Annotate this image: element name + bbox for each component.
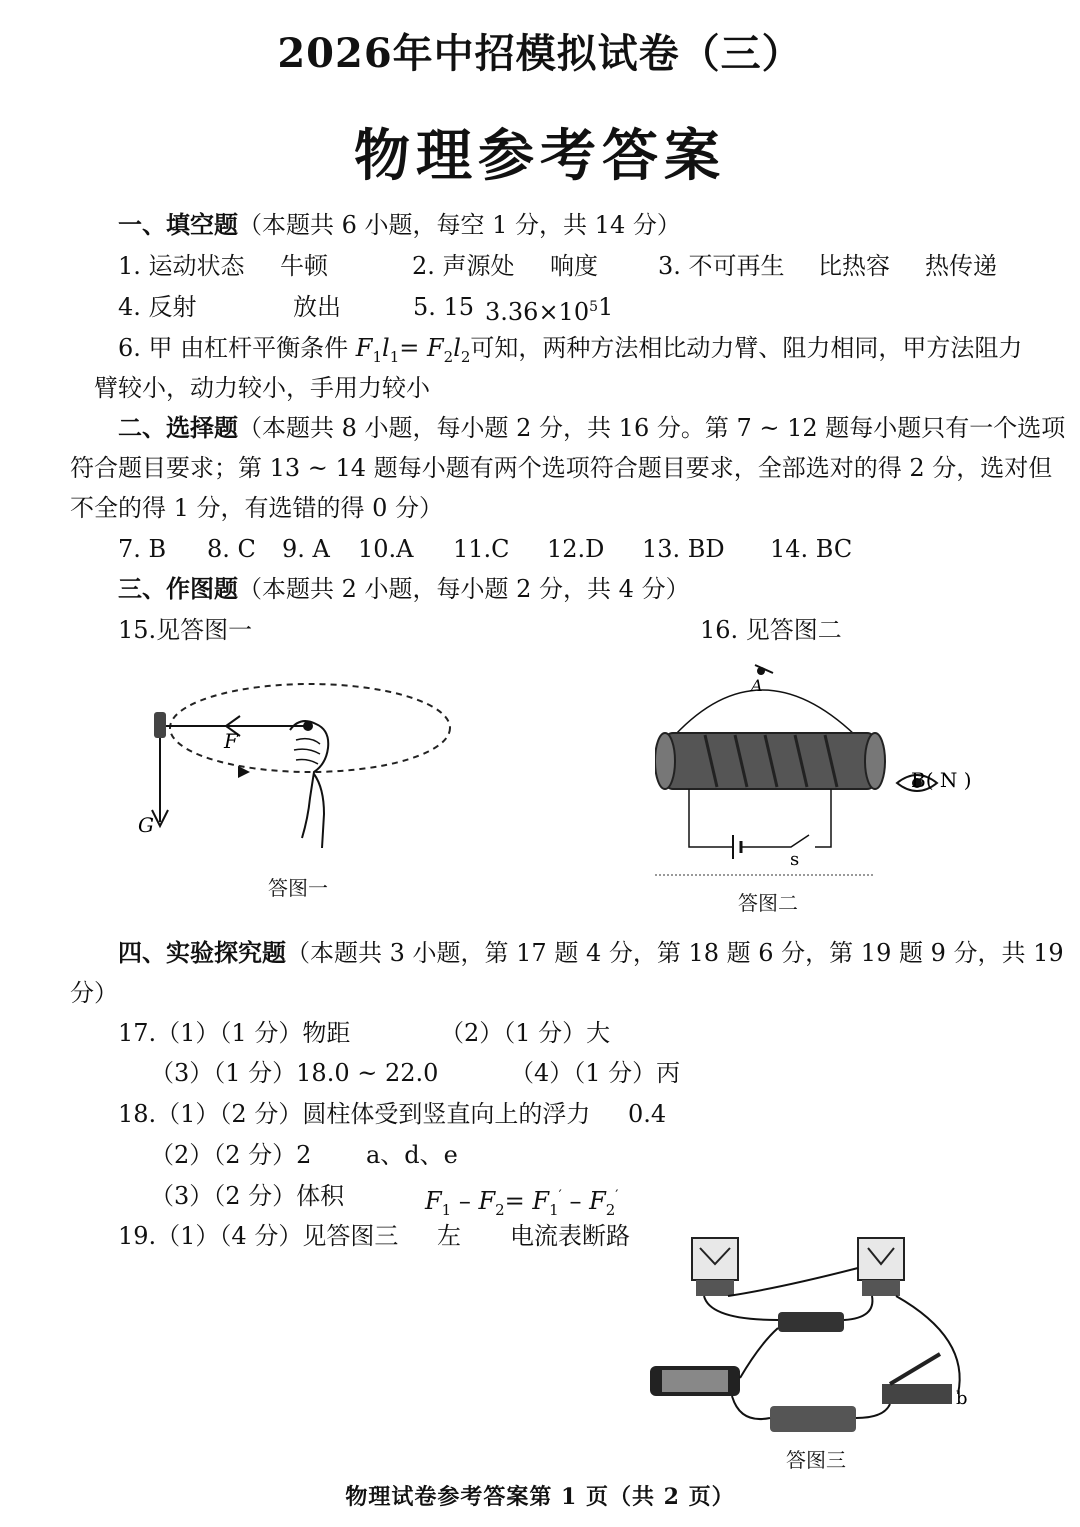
answer-q5-exponent: 5 <box>589 299 599 315</box>
hand-outline <box>290 721 328 848</box>
choice-answer: 13. BD <box>642 535 725 563</box>
answer-q4: 4. 反射 <box>118 293 197 321</box>
label-b-n: B( N ) <box>911 768 972 792</box>
choice-answer: 8. C <box>207 535 256 563</box>
battery-box <box>770 1406 856 1432</box>
answer-q17-1: 17.（1）（1 分）物距 <box>118 1019 351 1047</box>
answer-q5c: 1 <box>598 293 614 321</box>
section4-note1: （本题共 3 小题，第 17 题 4 分，第 18 题 6 分，第 19 题 9 分，共 19 <box>286 939 1064 967</box>
finger-lines <box>294 739 320 764</box>
hand-grip-point <box>303 721 313 731</box>
answer-q1: 1. 运动状态 <box>118 252 245 280</box>
answer-q15: 15.见答图一 <box>118 616 253 644</box>
section3-heading-line <box>118 574 690 604</box>
answer-q19-1: 19.（1）（4 分）见答图三 <box>118 1222 399 1250</box>
section3-heading: 三、作图题 <box>118 575 238 603</box>
section2-note2: 符合题目要求；第 13 ~ 14 题每小题有两个选项符合题目要求，全部选对的得 2 分，选对但 <box>70 454 1053 482</box>
section3-note: （本题共 2 小题，每小题 2 分，共 4 分） <box>238 575 690 603</box>
section2-note3: 不全的得 1 分，有选错的得 0 分） <box>70 494 444 522</box>
section4-heading-line <box>118 938 1064 968</box>
figure-2-caption: 答图二 <box>738 891 798 915</box>
solenoid-end-left <box>655 733 675 789</box>
choice-answer: 11.C <box>453 535 510 563</box>
answer-q17-3: （3）（1 分）18.0 ~ 22.0 <box>150 1059 439 1087</box>
answer-q18-1b: 0.4 <box>628 1100 667 1128</box>
section1-note: （本题共 6 小题，每空 1 分，共 14 分） <box>238 211 681 239</box>
ammeter-base <box>862 1280 900 1296</box>
voltmeter <box>692 1238 738 1280</box>
figure-3-circuit <box>640 1228 980 1438</box>
label-f: F <box>224 729 238 753</box>
section1-heading: 一、填空题 <box>118 211 238 239</box>
lever-formula: $F_1l_1= F_2l_2$ <box>355 334 471 366</box>
rheostat-coil <box>662 1370 728 1392</box>
voltmeter-base <box>696 1280 734 1296</box>
choice-answer: 7. B <box>118 535 167 563</box>
resistor <box>778 1312 844 1332</box>
answer-q19-1b: 左 <box>437 1222 461 1250</box>
answer-q16: 16. 见答图二 <box>700 616 842 644</box>
figure-1-caption: 答图一 <box>268 876 328 900</box>
answer-q6b: 可知，两种方法相比动力臂、阻力相同，甲方法阻力 <box>470 334 1023 362</box>
section4-heading: 四、实验探究题 <box>118 939 286 967</box>
answer-q6c: 臂较小，动力较小，手用力较小 <box>94 374 430 402</box>
figure-1-diagram <box>120 670 480 850</box>
answer-q2: 2. 声源处 <box>412 252 515 280</box>
answer-q18-1: 18.（1）（2 分）圆柱体受到竖直向上的浮力 <box>118 1100 591 1128</box>
answer-q19-1c: 电流表断路 <box>510 1222 630 1250</box>
answer-q4b: 放出 <box>293 293 341 321</box>
label-a: A <box>751 676 763 695</box>
section2-heading-line <box>118 413 1065 443</box>
switch-wire <box>741 835 809 847</box>
answer-q2b: 响度 <box>550 252 598 280</box>
answer-q5: 5. 15 <box>413 293 475 321</box>
field-line <box>675 690 855 735</box>
wire-right <box>815 789 831 847</box>
choice-answer: 14. BC <box>770 535 853 563</box>
page-footer: 物理试卷参考答案第 1 页（共 2 页） <box>345 1484 735 1510</box>
answer-q17-4: （4）（1 分）丙 <box>510 1059 681 1087</box>
section2-note1: （本题共 8 小题，每小题 2 分，共 16 分。第 7 ~ 12 题每小题只有一个选项 <box>238 414 1066 442</box>
choice-answer: 9. A <box>282 535 330 563</box>
answer-q1b: 牛顿 <box>280 252 328 280</box>
ball-object <box>154 712 166 738</box>
choice-answer: 12.D <box>547 535 605 563</box>
answer-q18-2: （2）（2 分）2 <box>150 1141 312 1169</box>
answer-q18-2b: a、d、e <box>366 1141 458 1169</box>
subject-title: 物理参考答案 <box>354 124 726 189</box>
answer-q6-line1 <box>118 333 1022 372</box>
label-s: s <box>790 849 800 870</box>
switch-base <box>882 1384 952 1404</box>
wire-left <box>689 789 733 847</box>
exam-title: 2026年中招模拟试卷（三） <box>277 30 803 77</box>
ammeter <box>858 1238 904 1280</box>
answer-q17-2: （2）（1 分）大 <box>440 1019 611 1047</box>
answer-q5b-line <box>485 292 598 327</box>
switch-lever <box>890 1354 940 1384</box>
label-b: b <box>956 1388 968 1409</box>
label-g: G <box>138 813 154 837</box>
buoyancy-formula: $F_1 - F_2= F_1' - F_2'$ <box>425 1187 619 1219</box>
answer-q5b: 3.36×10 <box>485 298 590 326</box>
section4-note2: 分） <box>70 979 118 1007</box>
section1-heading-line <box>118 210 681 240</box>
answer-q3: 3. 不可再生 <box>658 252 785 280</box>
figure-2-diagram <box>655 655 985 880</box>
answer-q18-3: （3）（2 分）体积 <box>150 1182 345 1210</box>
answer-q3c: 热传递 <box>925 252 997 280</box>
section2-heading: 二、选择题 <box>118 414 238 442</box>
answer-q6a: 6. 甲 由杠杆平衡条件 <box>118 334 356 362</box>
choice-answer: 10.A <box>358 535 414 563</box>
answer-q3b: 比热容 <box>818 252 890 280</box>
solenoid-end-right <box>865 733 885 789</box>
figure-3-caption: 答图三 <box>786 1448 846 1472</box>
